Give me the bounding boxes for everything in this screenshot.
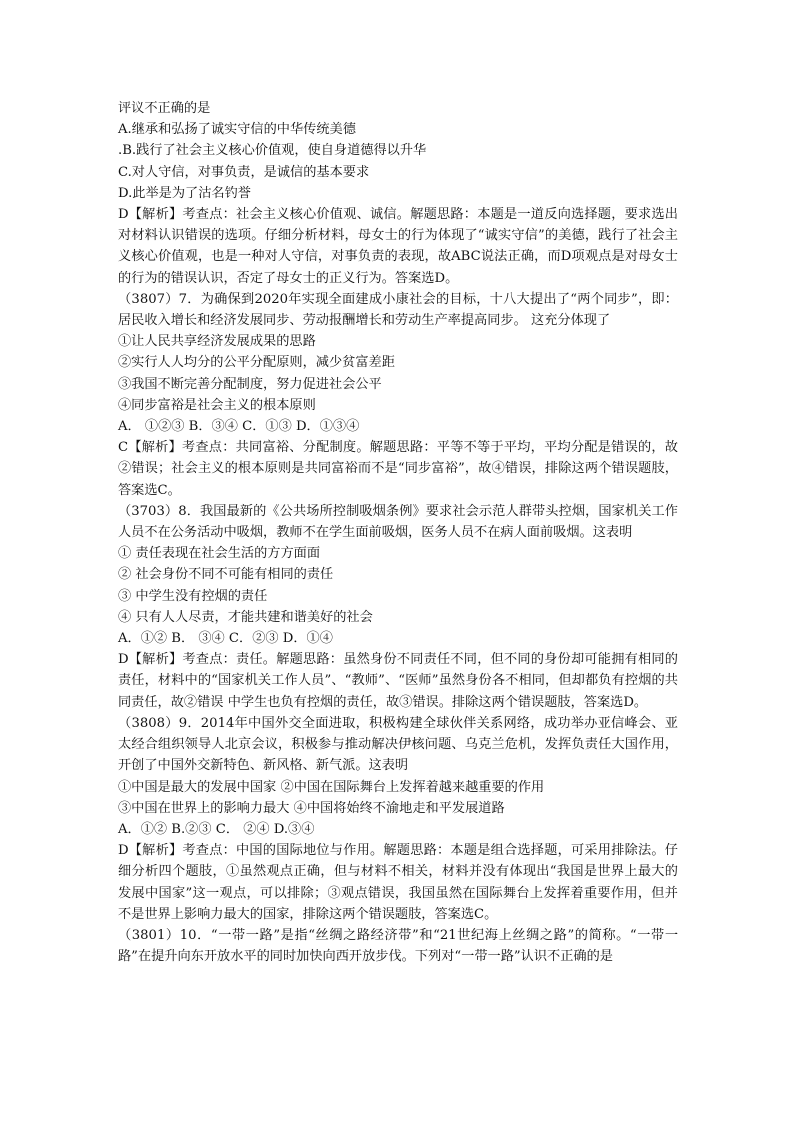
question-7-item-2: ②实行人人均分的公平分配原则，减少贫富差距 — [118, 355, 395, 371]
question-8-item-4: ④ 只有人人尽责，才能共建和谐美好的社会 — [118, 609, 373, 625]
question-6-analysis: D【解析】考查点：社会主义核心价值观、诚信。解题思路：本题是一道反向选择题，要求选出对材料认识错误的选项。仔细分析材料，母女士的行为体现了“诚实守信”的美德，践行了社会主义核心价值观，也是一种对人守信，对事负责的表现，故ABC说法正确，而D项观点是对母女士的行为的错误认识，否定了母女士的正义行为。答案选D。 — [118, 207, 678, 286]
question-10-stem: （3801）10．“一带一路”是指“丝绸之路经济带”和“21世纪海上丝绸之路”的简称。“一带一路”在提升向东开放水平的同时加快向西开放步伐。下列对“一带一路”认识不正确的是 — [118, 927, 678, 965]
question-7-analysis: C【解析】考查点：共同富裕、分配制度。解题思路：平等不等于平均，平均分配是错误的，故②错误；社会主义的根本原则是共同富裕而不是“同步富裕”，故④错误，排除这两个错误题肢，答案选C。 — [118, 440, 678, 498]
question-9-stem: （3808）9．2014年中国外交全面进取，积极构建全球伙伴关系网络，成功举办亚信峰会、亚太经合组织领导人北京会议，积极参与推动解决伊核问题、乌克兰危机，发挥负责任大国作用，开创了中国外交新特色、新风格、新气派。这表明 — [118, 715, 678, 774]
question-9-choices: A．①② B.②③ C． ②④ D.③④ — [118, 821, 315, 837]
question-9-items-row-1: ①中国是最大的发展中国家 ②中国在国际舞台上发挥着越来越重要的作用 — [118, 779, 545, 795]
question-7-item-3: ③我国不断完善分配制度，努力促进社会公平 — [118, 376, 382, 392]
option-b: .B.践行了社会主义核心价值观，使自身道德得以升华 — [118, 143, 427, 159]
question-8-item-1: ① 责任表现在社会生活的方方面面 — [118, 546, 321, 562]
question-7-item-4: ④同步富裕是社会主义的根本原则 — [118, 397, 316, 413]
option-a: A.继承和弘扬了诚实守信的中华传统美德 — [118, 122, 356, 138]
question-6-stem-end: 评议不正确的是 — [118, 101, 211, 116]
question-8-item-3: ③ 中学生没有控烟的责任 — [118, 588, 268, 604]
option-c: C.对人守信，对事负责，是诚信的基本要求 — [118, 164, 370, 180]
question-8-item-2: ② 社会身份不同不可能有相同的责任 — [118, 567, 334, 583]
question-7-choices: A． ①②③ B．③④ C．①③ D．①③④ — [118, 419, 360, 435]
question-9-analysis: D【解析】考查点：中国的国际地位与作用。解题思路：本题是组合选择题，可采用排除法。仔细分析四个题肢，①虽然观点正确，但与材料不相关，材料并没有体现出“我国是世界上最大的发展中国家”这一观点，可以排除；③观点错误，我国虽然在国际舞台上发挥着重要作用，但并不是世界上影响力最大的国家，排除这两个错误题肢，答案选C。 — [118, 843, 678, 922]
option-d: D.此举是为了沽名钓誉 — [118, 185, 251, 201]
question-7-item-1: ①让人民共享经济发展成果的思路 — [118, 334, 316, 350]
question-7-stem: （3807）7．为确保到2020年实现全面建成小康社会的目标，十八大提出了“两个同步”，即：居民收入增长和经济发展同步、劳动报酬增长和劳动生产率提高同步。 这充分体现了 — [118, 291, 678, 329]
question-8-stem: （3703）8．我国最新的《公共场所控制吸烟条例》要求社会示范人群带头控烟，国家机关工作人员不在公务活动中吸烟，教师不在学生面前吸烟，医务人员不在病人面前吸烟。这表明 — [118, 503, 678, 541]
question-8-analysis: D【解析】考查点：责任。解题思路：虽然身份不同责任不同，但不同的身份却可能拥有相同的责任，材料中的“国家机关工作人员”、“教师”、“医师”虽然身份各不相同，但却都负有控烟的共同责任，故②错误 中学生也负有控烟的责任，故③错误。排除这两个错误题肢，答案选D。 — [118, 652, 678, 710]
question-8-choices: A．①② B． ③④ C．②③ D．①④ — [118, 631, 333, 647]
document-page — [118, 98, 678, 967]
question-9-items-row-2: ③中国在世界上的影响力最大 ④中国将始终不渝地走和平发展道路 — [118, 800, 505, 816]
